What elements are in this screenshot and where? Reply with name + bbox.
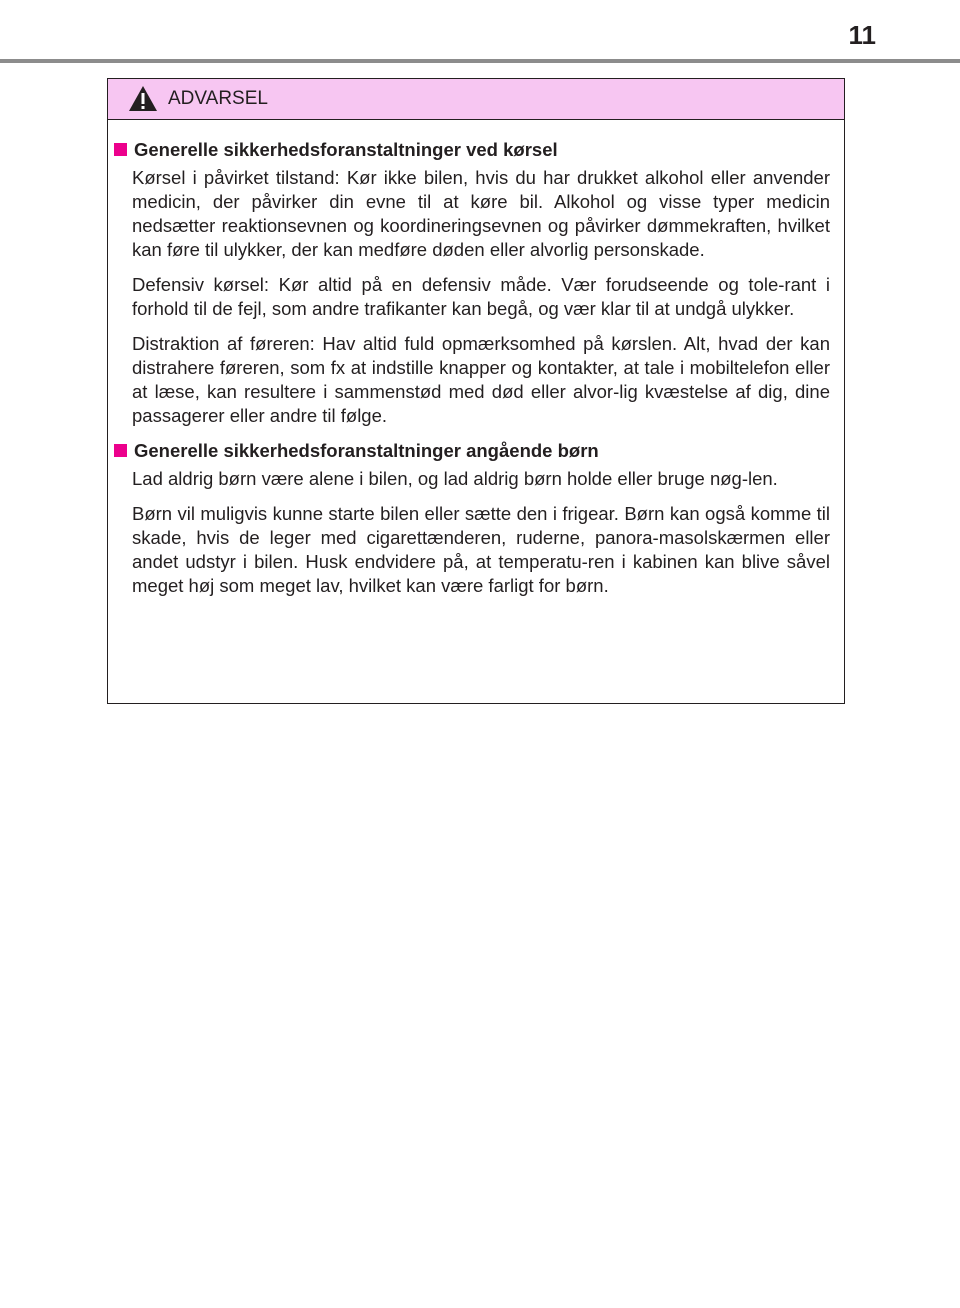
- warning-body: [108, 120, 844, 598]
- warning-title: ADVARSEL: [168, 88, 268, 109]
- square-bullet-icon: [114, 444, 127, 457]
- paragraph: Lad aldrig børn være alene i bilen, og lad aldrig børn holde eller bruge nøg-len.: [132, 468, 778, 489]
- warning-header: [108, 79, 844, 120]
- warning-triangle-icon: [128, 85, 158, 112]
- page-number: 11: [848, 20, 876, 50]
- paragraph: Kørsel i påvirket tilstand: Kør ikke bilen, hvis du har drukket alkohol eller anvender medicin, der påvirker din evne til at køre bil. Alkohol og visse typer medicin nedsætter reaktionsevnen og koordineringsevnen og påvirker dømmekraften, hvilket kan føre til ulykker, der kan medføre døden eller alvorlig personskade.: [132, 167, 830, 260]
- section-heading-text: Generelle sikkerhedsforanstaltninger angående børn: [134, 440, 599, 461]
- square-bullet-icon: [114, 143, 127, 156]
- section-heading-text: Generelle sikkerhedsforanstaltninger ved kørsel: [134, 139, 558, 160]
- warning-box: [107, 78, 845, 704]
- paragraph: Defensiv kørsel: Kør altid på en defensiv måde. Vær forudseende og tole-rant i forhold til de fejl, som andre trafikanter kan begå, og vær klar til at undgå ulykker.: [132, 274, 830, 319]
- section-heading: [114, 439, 830, 463]
- header-rule: [0, 59, 960, 63]
- paragraph: Distraktion af føreren: Hav altid fuld opmærksomhed på kørslen. Alt, hvad der kan distrahere føreren, som fx at indstille knapper og kontakter, at tale i mobiltelefon eller at læse, kan resultere i sammenstød med død eller alvor-lig kvæstelse af dig, dine passagerer eller andre til følge.: [132, 333, 830, 426]
- section-heading: [114, 138, 830, 162]
- paragraph: Børn vil muligvis kunne starte bilen eller sætte den i frigear. Børn kan også komme til skade, hvis de leger med cigarettænderen, ruderne, panora-masolskærmen eller andet udstyr i bilen. Husk endvidere på, at temperatu-ren i kabinen kan blive såvel meget høj som meget lav, hvilket kan være farligt for børn.: [132, 503, 830, 596]
